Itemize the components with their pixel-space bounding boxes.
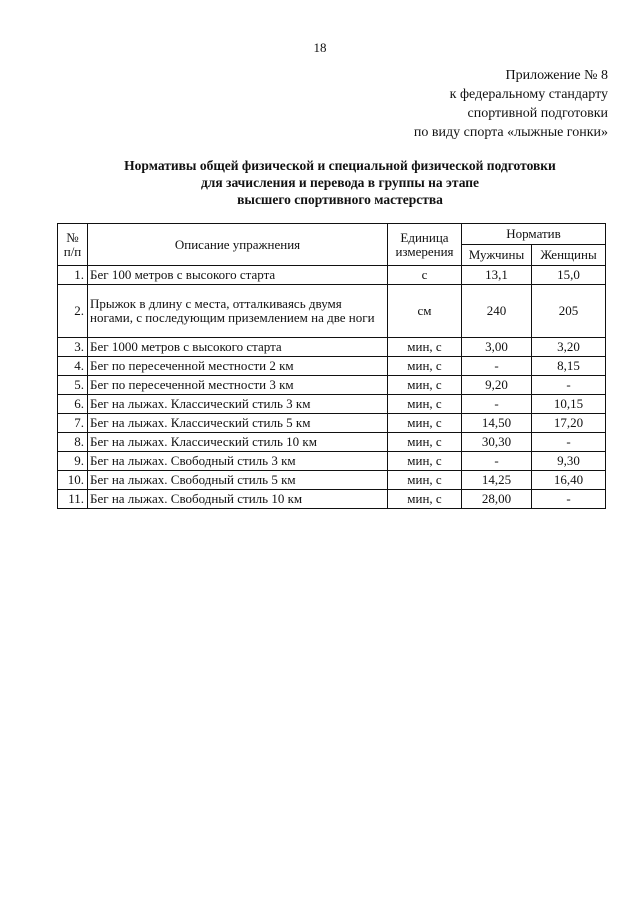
title-line-1: Нормативы общей физической и специальной физической подготовки xyxy=(124,158,556,173)
appendix-line-4: по виду спорта «лыжные гонки» xyxy=(413,125,608,140)
women-norm-cell: 9,30 xyxy=(532,452,606,471)
table-row xyxy=(58,376,606,395)
unit-cell: мин, с xyxy=(388,490,462,509)
row-number: 8. xyxy=(58,433,88,452)
men-norm-cell: - xyxy=(462,452,532,471)
document-title xyxy=(0,157,640,208)
table-row xyxy=(58,357,606,376)
unit-cell: мин, с xyxy=(388,452,462,471)
women-norm-cell: 10,15 xyxy=(532,395,606,414)
exercise-description: Бег на лыжах. Классический стиль 10 км xyxy=(88,433,388,452)
row-number: 1. xyxy=(58,266,88,285)
women-norm-cell: - xyxy=(532,433,606,452)
exercise-description: Бег на лыжах. Классический стиль 3 км xyxy=(88,395,388,414)
header-unit-line-1: Единица xyxy=(400,229,449,245)
women-norm-cell: - xyxy=(532,490,606,509)
exercise-description: Бег по пересеченной местности 2 км xyxy=(88,357,388,376)
page-number: 18 xyxy=(313,40,327,55)
row-number: 6. xyxy=(58,395,88,414)
exercise-description: Бег 100 метров с высокого старта xyxy=(88,266,388,285)
table-row xyxy=(58,395,606,414)
exercise-description: Прыжок в длину с места, отталкиваясь двумя ногами, с последующим приземлением на две ноги xyxy=(88,285,388,338)
header-number-line-2: п/п xyxy=(63,243,82,259)
header-unit-line-2: измерения xyxy=(395,243,454,259)
women-norm-cell: 15,0 xyxy=(532,266,606,285)
row-number: 3. xyxy=(58,338,88,357)
men-norm-cell: 28,00 xyxy=(462,490,532,509)
table-row xyxy=(58,452,606,471)
unit-cell: с xyxy=(388,266,462,285)
exercise-description: Бег на лыжах. Классический стиль 5 км xyxy=(88,414,388,433)
exercise-description: Бег на лыжах. Свободный стиль 3 км xyxy=(88,452,388,471)
table-row xyxy=(58,471,606,490)
women-norm-cell: 3,20 xyxy=(532,338,606,357)
table-row xyxy=(58,285,606,338)
women-norm-cell: 205 xyxy=(532,285,606,338)
unit-cell: мин, с xyxy=(388,395,462,414)
exercise-description: Бег на лыжах. Свободный стиль 10 км xyxy=(88,490,388,509)
exercise-description: Бег 1000 метров с высокого старта xyxy=(88,338,388,357)
row-number: 11. xyxy=(58,490,88,509)
unit-cell: мин, с xyxy=(388,376,462,395)
table-row xyxy=(58,414,606,433)
header-women: Женщины xyxy=(532,245,606,266)
unit-cell: см xyxy=(388,285,462,338)
row-number: 9. xyxy=(58,452,88,471)
unit-cell: мин, с xyxy=(388,433,462,452)
header-description: Описание упражнения xyxy=(88,224,388,266)
title-line-2: для зачисления и перевода в группы на этапе xyxy=(200,175,480,190)
men-norm-cell: 13,1 xyxy=(462,266,532,285)
exercise-description: Бег по пересеченной местности 3 км xyxy=(88,376,388,395)
row-number: 5. xyxy=(58,376,88,395)
women-norm-cell: - xyxy=(532,376,606,395)
header-number-line-1: № xyxy=(66,229,79,245)
exercise-description: Бег на лыжах. Свободный стиль 5 км xyxy=(88,471,388,490)
title-line-3: высшего спортивного мастерства xyxy=(237,192,443,207)
men-norm-cell: 9,20 xyxy=(462,376,532,395)
unit-cell: мин, с xyxy=(388,471,462,490)
men-norm-cell: 3,00 xyxy=(462,338,532,357)
appendix-line-3: спортивной подготовки xyxy=(467,106,608,121)
men-norm-cell: - xyxy=(462,357,532,376)
unit-cell: мин, с xyxy=(388,338,462,357)
unit-cell: мин, с xyxy=(388,414,462,433)
table-row xyxy=(58,490,606,509)
women-norm-cell: 17,20 xyxy=(532,414,606,433)
appendix-reference xyxy=(414,66,608,142)
row-number: 2. xyxy=(58,285,88,338)
appendix-line-2: к федеральному стандарту xyxy=(449,87,608,102)
header-men: Мужчины xyxy=(462,245,532,266)
men-norm-cell: 14,25 xyxy=(462,471,532,490)
row-number: 7. xyxy=(58,414,88,433)
men-norm-cell: - xyxy=(462,395,532,414)
table-row xyxy=(58,433,606,452)
women-norm-cell: 8,15 xyxy=(532,357,606,376)
women-norm-cell: 16,40 xyxy=(532,471,606,490)
row-number: 4. xyxy=(58,357,88,376)
appendix-line-1: Приложение № 8 xyxy=(505,68,608,83)
men-norm-cell: 14,50 xyxy=(462,414,532,433)
men-norm-cell: 240 xyxy=(462,285,532,338)
table-row xyxy=(58,338,606,357)
table-row xyxy=(58,266,606,285)
men-norm-cell: 30,30 xyxy=(462,433,532,452)
norms-table xyxy=(57,223,606,509)
header-norm: Норматив xyxy=(462,224,606,245)
header-unit xyxy=(388,224,462,266)
unit-cell: мин, с xyxy=(388,357,462,376)
header-number xyxy=(58,224,88,266)
row-number: 10. xyxy=(58,471,88,490)
